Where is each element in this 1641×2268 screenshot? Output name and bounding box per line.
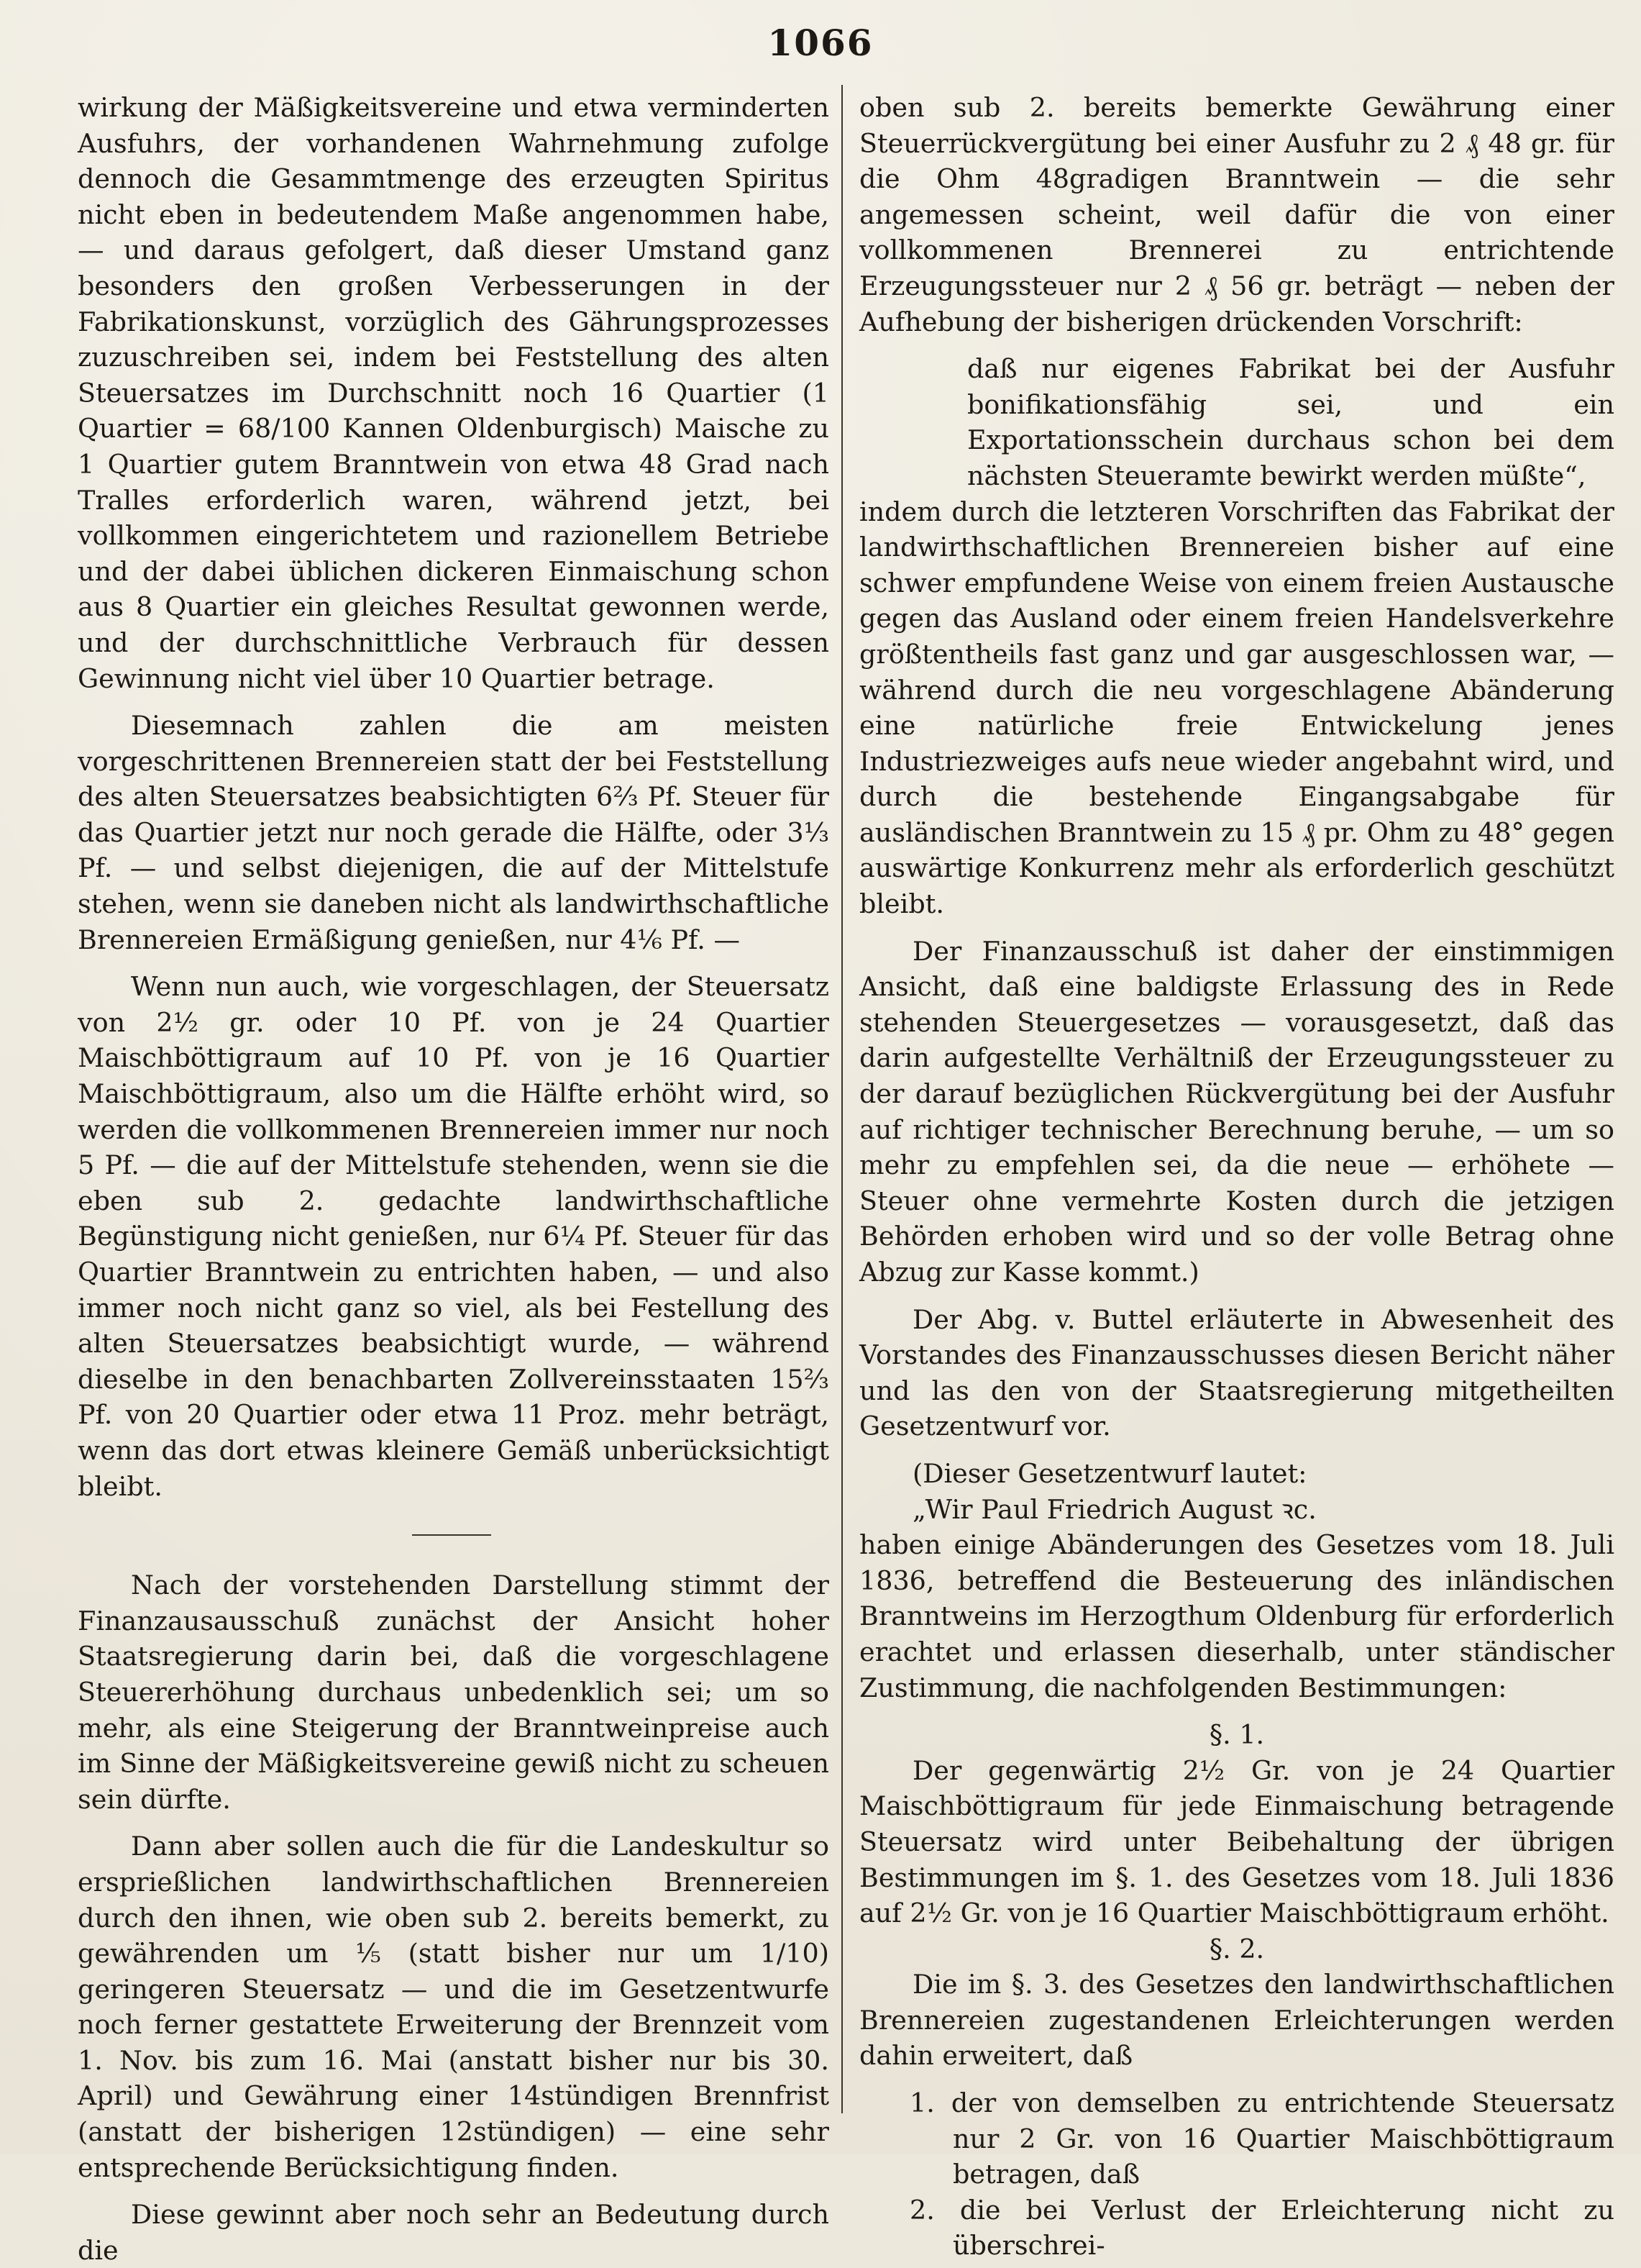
quoted-provision: daß nur eigenes Fabrikat bei der Ausfuhr bonifikationsfähig sei, und ein Exportationsschein durchaus schon bei dem nächsten Steueramte bewirkt werden müßte“, (967, 353, 1614, 491)
list-item: 2. die bei Verlust der Erleichterung nicht zu überschrei- (910, 2194, 1614, 2262)
paragraph: haben einige Abänderungen des Gesetzes vom 18. Juli 1836, betreffend die Besteuerung des inländischen Branntweins im Herzogthum Oldenburg für erforderlich erachtet und erlassen dieserhalb, unter ständischer Zustimmung, die nachfolgenden Bestimmungen: (859, 1529, 1614, 1703)
paragraph: Nach der vorstehenden Darstellung stimmt der Finanzausausschuß zunächst der Ansicht hoher Staatsregierung darin bei, daß die vorgeschlagene Steuererhöhung durchaus unbedenklich sei; um so mehr, als eine Steigerung der Branntweinpreise auch im Sinne der Mäßigkeitsvereine gewiß nicht zu scheuen sein dürfte. (78, 1570, 829, 1815)
paragraph: Diese gewinnt aber noch sehr an Bedeutung durch die (78, 2199, 829, 2266)
paragraph: Die im §. 3. des Gesetzes den landwirthschaftlichen Brennereien zugestandenen Erleichterungen werden dahin erweitert, daß (859, 1969, 1614, 2072)
list-item: 1. der von demselben zu entrichtende Steuersatz nur 2 Gr. von 16 Quartier Maischböttigraum betragen, daß (910, 2087, 1614, 2190)
left-column (78, 90, 829, 2268)
section-heading: §. 2. (1209, 1933, 1265, 1964)
column-divider (841, 85, 843, 2113)
page-number: 1066 (767, 22, 874, 64)
paragraph: indem durch die letzteren Vorschriften das Fabrikat der landwirthschaftlichen Brennereien bisher auf eine schwer empfundene Weise von einem freien Austausche gegen das Ausland oder einem freien Handelsverkehre größtentheils fast ganz und gar ausgeschlossen war, — während durch die neu vorgeschlagene Abänderung eine natürliche freie Entwickelung jenes Industriezweiges aufs neue wieder angebahnt wird, und durch die bestehende Eingangsabgabe für ausländischen Branntwein zu 15 ₰ pr. Ohm zu 48° gegen auswärtige Konkurrenz mehr als erforderlich geschützt bleibt. (859, 496, 1614, 920)
paragraph: Wenn nun auch, wie vorgeschlagen, der Steuersatz von 2½ gr. oder 10 Pf. von je 24 Quartier Maischböttigraum auf 10 Pf. von je 16 Quartier Maischböttigraum, also um die Hälfte erhöht wird, so werden die vollkommenen Brennereien immer nur noch 5 Pf. — die auf der Mittelstufe stehenden, wenn sie die eben sub 2. gedachte landwirthschaftliche Begünstigung nicht genießen, nur 6¼ Pf. Steuer für das Quartier Branntwein zu entrichten haben, — und also immer noch nicht ganz so viel, als bei Festellung des alten Steuersatzes beabsichtigt wurde, — während dieselbe in den benachbarten Zollvereinsstaaten 15⅔ Pf. von 20 Quartier oder etwa 11 Proz. mehr beträgt, wenn das dort etwas kleinere Gemäß unberücksichtigt bleibt. (78, 971, 829, 1502)
paragraph: oben sub 2. bereits bemerkte Gewährung einer Steuerrückvergütung bei einer Ausfuhr zu 2 ₰ 48 gr. für die Ohm 48gradigen Branntwein — die sehr angemessen scheint, weil dafür die von einer vollkommenen Brennerei zu entrichtende Erzeugungssteuer nur 2 ₰ 56 gr. beträgt — neben der Aufhebung der bisherigen drückenden Vorschrift: (859, 92, 1614, 337)
paragraph: (Dieser Gesetzentwurf lautet: (913, 1457, 1307, 1489)
paragraph: Diesemnach zahlen die am meisten vorgeschrittenen Brennereien statt der bei Feststellung des alten Steuersatzes beabsichtigten 6⅔ Pf. Steuer für das Quartier jetzt nur noch gerade die Hälfte, oder 3⅓ Pf. — und selbst diejenigen, die auf der Mittelstufe stehen, wenn sie daneben nicht als landwirthschaftliche Brennereien Ermäßigung genießen, nur 4⅙ Pf. — (78, 710, 829, 955)
paragraph: „Wir Paul Friedrich August ꝛc. (913, 1493, 1317, 1525)
paragraph: Der Finanzausschuß ist daher der einstimmigen Ansicht, daß eine baldigste Erlassung des in Rede stehenden Steuergesetzes — vorausgesetzt, daß das darin aufgestellte Verhältniß der Erzeugungssteuer zu der darauf bezüglichen Rückvergütung bei der Ausfuhr auf richtiger technischer Berechnung beruhe, — um so mehr zu empfehlen sei, da die neue — erhöhete — Steuer ohne vermehrte Kosten durch die jetzigen Behörden erhoben wird und so der volle Betrag ohne Abzug zur Kasse kommt.) (859, 935, 1614, 1288)
paragraph: Der gegenwärtig 2½ Gr. von je 24 Quartier Maischböttigraum für jede Einmaischung betragende Steuersatz wird unter Beibehaltung der übrigen Bestimmungen im §. 1. des Gesetzes vom 18. Juli 1836 auf 2½ Gr. von je 16 Quartier Maischböttigraum erhöht. (859, 1754, 1614, 1929)
paragraph: wirkung der Mäßigkeitsvereine und etwa verminderten Ausfuhrs, der vorhandenen Wahrnehmung zufolge dennoch die Gesammtmenge des erzeugten Spiritus nicht eben in bedeutendem Maße angenommen habe, — und daraus gefolgert, daß dieser Umstand ganz besonders den großen Verbesserungen in der Fabrikationskunst, vorzüglich des Gährungsprozesses zuzuschreiben sei, indem bei Feststellung des alten Steuersatzes im Durchschnitt noch 16 Quartier (1 Quartier = 68/100 Kannen Oldenburgisch) Maische zu 1 Quartier gutem Branntwein von etwa 48 Grad nach Tralles erforderlich waren, während jetzt, bei vollkommen eingerichtetem und razionellem Betriebe und der dabei üblichen dickeren Einmaischung schon aus 8 Quartier ein gleiches Resultat gewonnen werde, und der durchschnittliche Verbrauch für dessen Gewinnung nicht viel über 10 Quartier betrage. (78, 92, 829, 694)
section-rule (412, 1534, 491, 1536)
section-heading: §. 1. (1209, 1719, 1265, 1751)
right-column (859, 90, 1614, 2264)
paragraph: Der Abg. v. Buttel erläuterte in Abwesenheit des Vorstandes des Finanzausschusses diesen Bericht näher und las den von der Staatsregierung mitgetheilten Gesetzentwurf vor. (859, 1303, 1614, 1442)
paragraph: Dann aber sollen auch die für die Landeskultur so ersprießlichen landwirthschaftlichen Brennereien durch den ihnen, wie oben sub 2. bereits bemerkt, zu gewährenden um ⅕ (statt bisher nur um 1/10) geringeren Steuersatz — und die im Gesetzentwurfe noch ferner gestattete Erweiterung der Brennzeit vom 1. Nov. bis zum 16. Mai (anstatt bisher nur bis 30. April) und Gewährung einer 14stündigen Brennfrist (anstatt der bisherigen 12stündigen) — eine sehr entsprechende Berücksichtigung finden. (78, 1831, 829, 2183)
